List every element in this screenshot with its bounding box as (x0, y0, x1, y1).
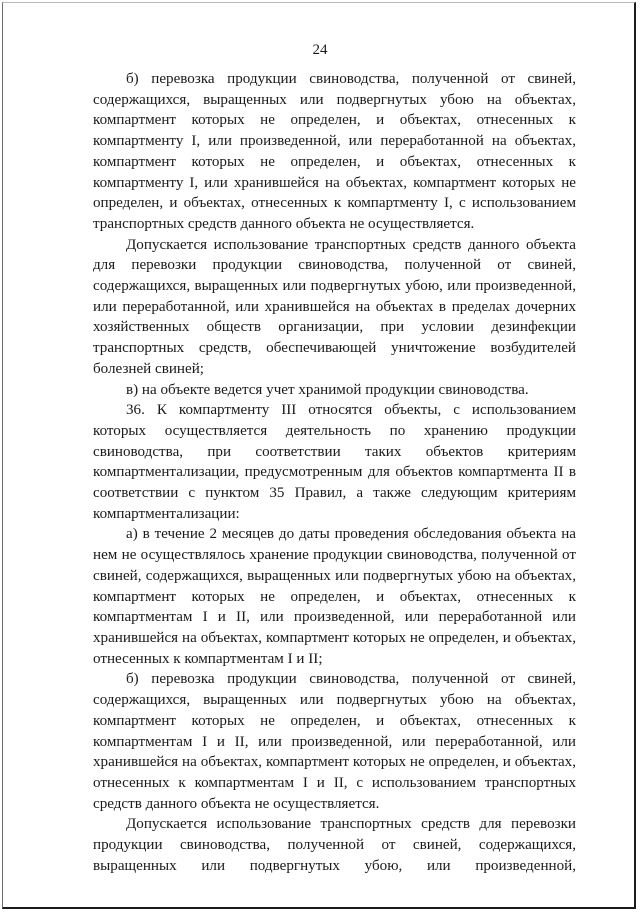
text-line: в) на объекте ведется учет хранимой продукции свиноводства. (126, 381, 529, 398)
text-line: компартменту I, или хранившейся на объектах, компартмент которых не (93, 174, 576, 191)
text-line: хозяйственных обществ организации, при условии дезинфекции (93, 319, 576, 336)
text-line: или переработанной, или хранившейся на объектах в пределах дочерних (93, 298, 576, 315)
text-line: отнесенных к компартментам I и II; (93, 650, 323, 667)
text-line: средств данного объекта не осуществляется. (93, 795, 380, 812)
text-line: содержащихся, выращенных или подвергнутых убою, или произведенной, (93, 278, 576, 295)
text-line: компартменту I, или произведенной, или переработанной на объектах, (93, 133, 576, 150)
text-line: содержащихся, выращенных или подвергнутых убою на объектах, (93, 91, 576, 108)
text-line: свиноводства, при соответствии таких объектов критериям (93, 443, 576, 460)
text-line: Допускается использование транспортных средств данного объекта (126, 236, 576, 253)
text-line: б) перевозка продукции свиноводства, полученной от свиней, (126, 671, 576, 688)
text-line: компартментализации, предусмотренным для объектов компартмента II в (93, 464, 576, 481)
text-line: которых осуществляется деятельность по хранению продукции (93, 422, 576, 439)
text-line: компартмент которых не определен, и объектах, отнесенных к (93, 112, 576, 129)
text-line: свиней, содержащихся, выращенных или подвергнутых убою на объектах, (93, 567, 576, 584)
text-line: компартментализации: (93, 505, 240, 522)
text-line: транспортных средств, обеспечивающей уничтожение возбудителей (93, 340, 576, 357)
text-line: хранившейся на объектах, компартмент которых не определен, и объектах, (93, 754, 576, 771)
text-line: содержащихся, выращенных или подвергнутых убою на объектах, (93, 692, 576, 709)
text-line: компартмент которых не определен, и объектах, отнесенных к (93, 588, 576, 605)
text-line: б) перевозка продукции свиноводства, полученной от свиней, (126, 71, 576, 87)
page-number: 24 (312, 42, 328, 58)
text-line: а) в течение 2 месяцев до даты проведения обследования объекта на (126, 526, 576, 543)
text-line: транспортных средств данного объекта не осуществляется. (93, 215, 475, 232)
text-line: хранившейся на объектах, компартмент которых не определен, и объектах, (93, 629, 576, 646)
document-body (93, 69, 576, 876)
text-line: компартментам I и II, или произведенной, или переработанной, или (93, 733, 576, 750)
text-line: Допускается использование транспортных средств для перевозки (126, 816, 576, 833)
text-line: компартментам I и II, или произведенной, или переработанной или (93, 609, 576, 626)
text-line: выращенных или подвергнутых убою, или произведенной, (93, 857, 576, 874)
text-line: 36. К компартменту III относятся объекты, с использованием (126, 402, 576, 419)
text-line: определен, и объектах, отнесенных к компартменту I, с использованием (93, 195, 576, 212)
text-line: для перевозки продукции свиноводства, полученной от свиней, (93, 257, 576, 274)
text-line: продукции свиноводства, полученной от свиней, содержащихся, (93, 837, 576, 854)
text-line: отнесенных к компартментам I и II, с использованием транспортных (93, 774, 576, 791)
text-line: соответствии с пунктом 35 Правил, а также следующим критериям (93, 485, 576, 502)
text-line: нем не осуществлялось хранение продукции свиноводства, полученной от (93, 547, 576, 564)
text-line: компартмент которых не определен, и объектах, отнесенных к (93, 153, 576, 170)
text-line: компартмент которых не определен, и объектах, отнесенных к (93, 712, 576, 729)
text-line: болезней свиней; (93, 360, 204, 377)
